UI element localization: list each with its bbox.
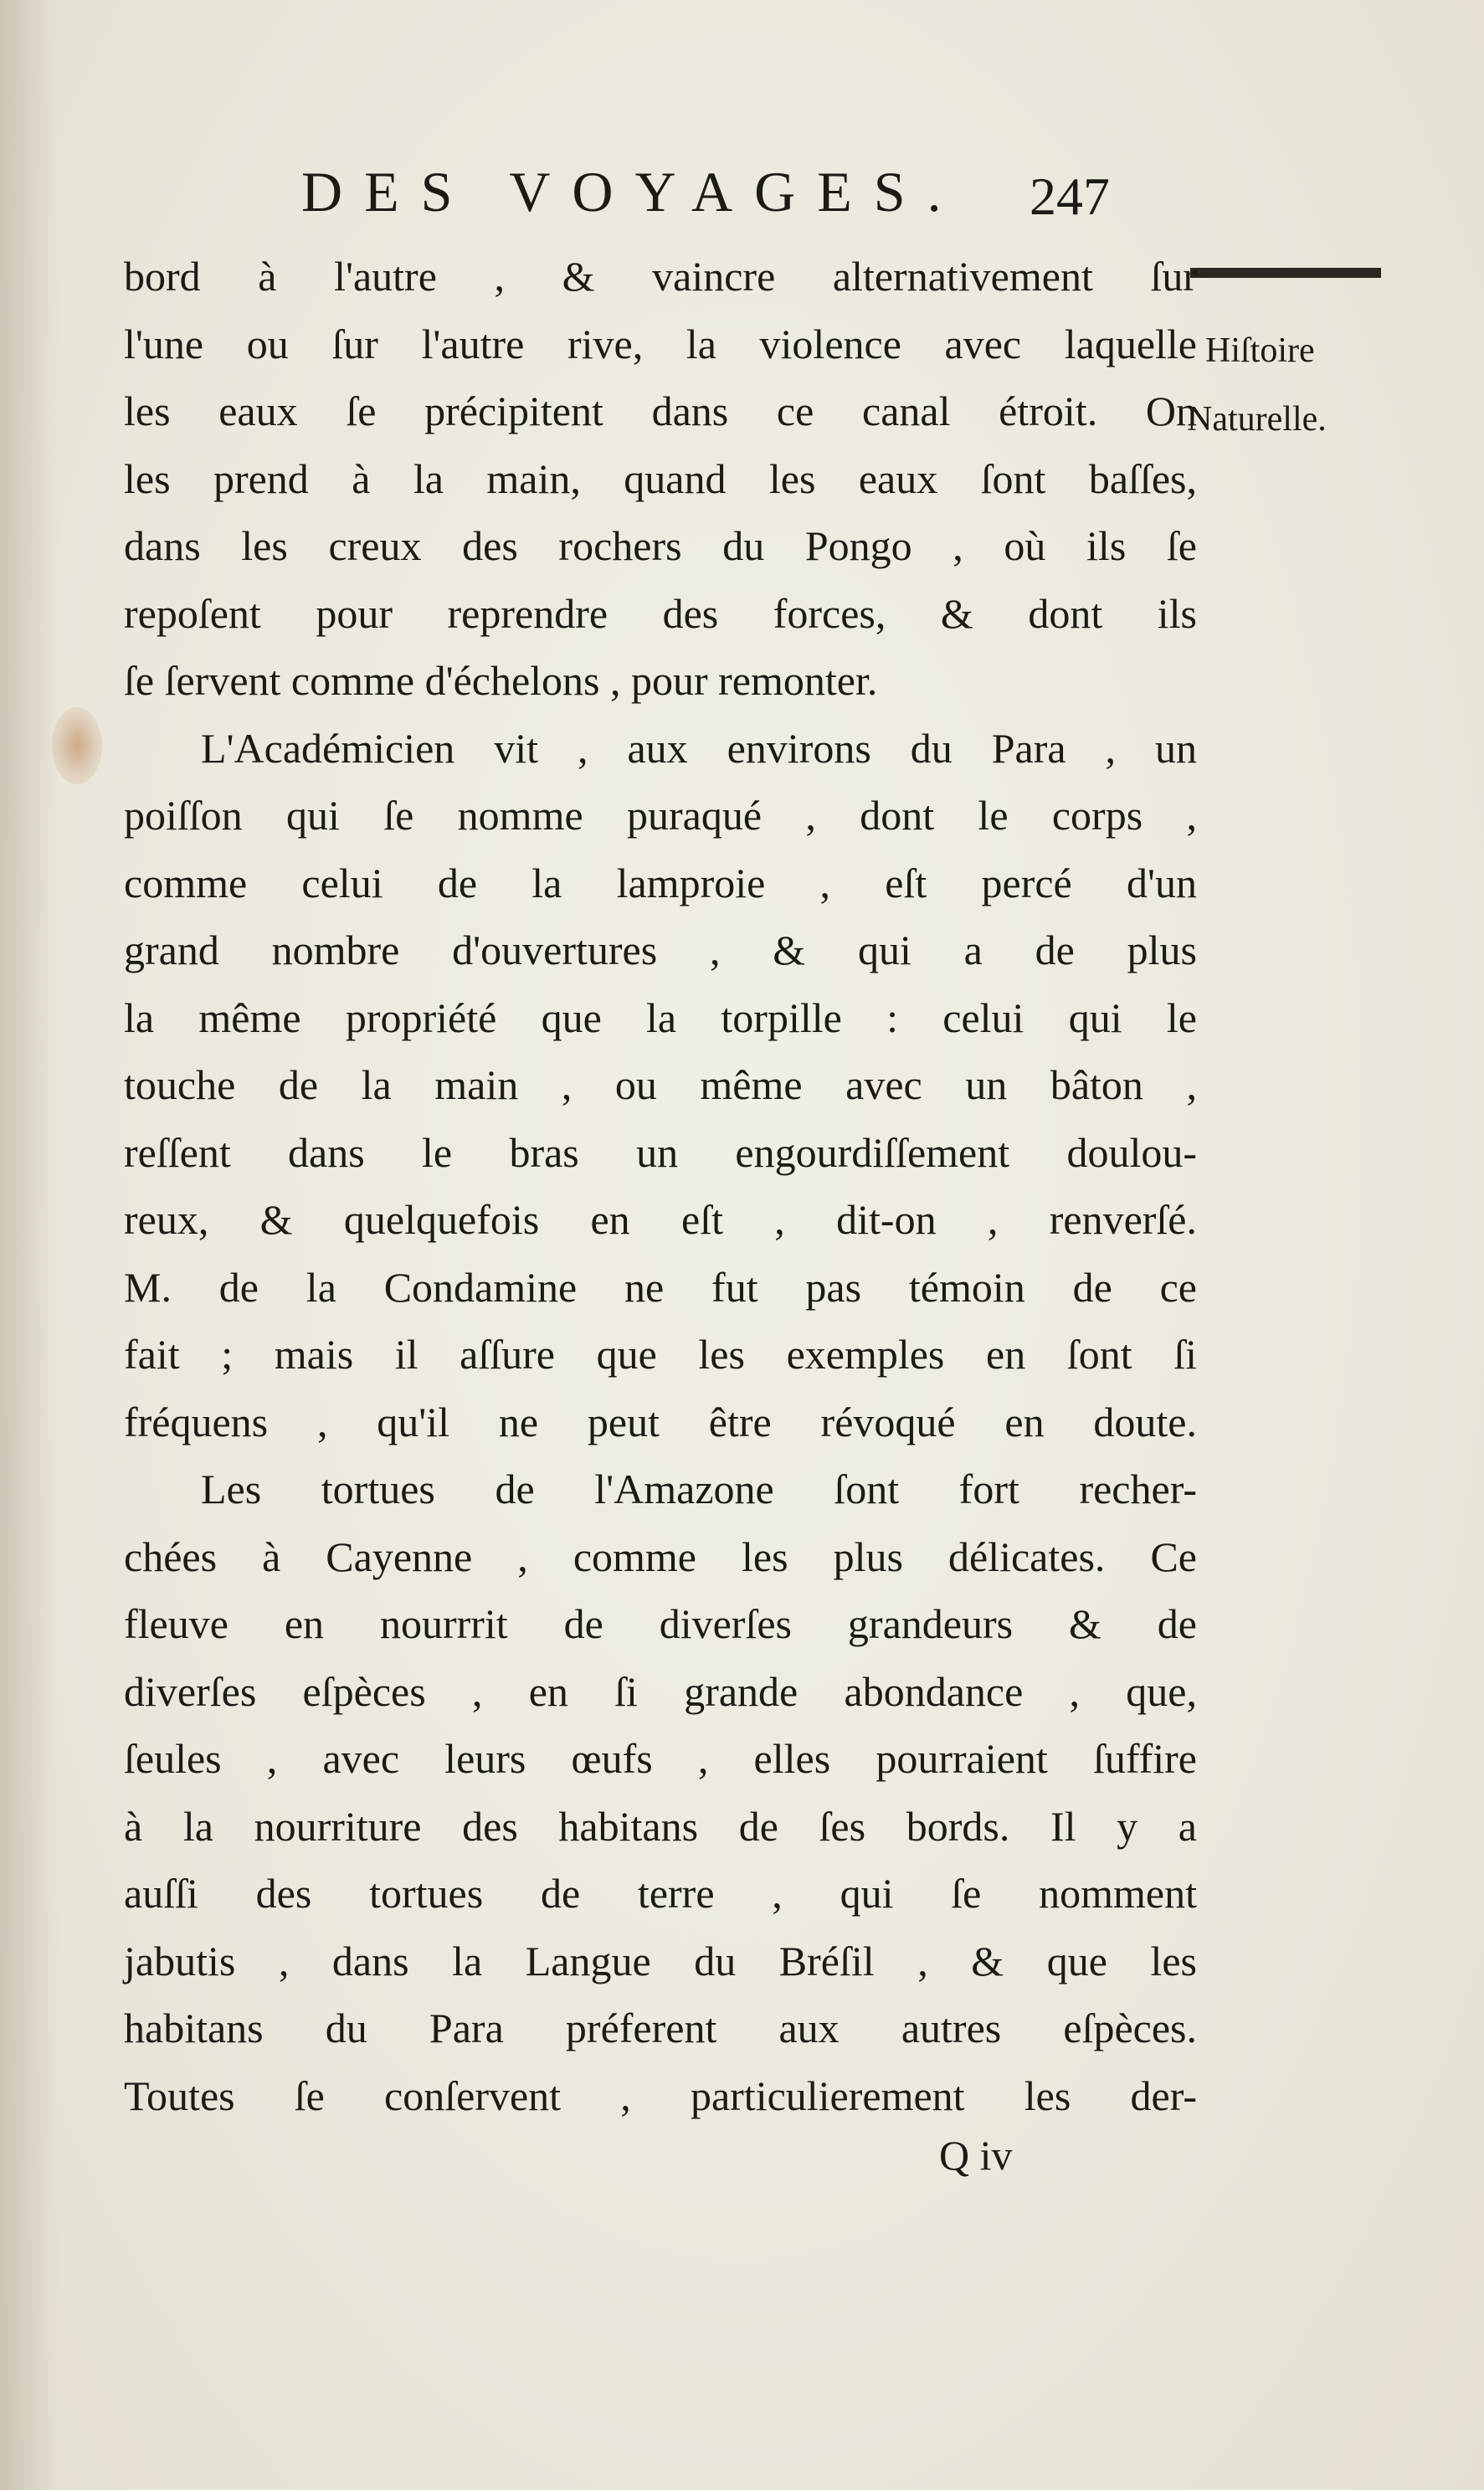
- text-line: Toutes ſe conſervent , particulierement les der-: [124, 2072, 1197, 2119]
- margin-rule: [1190, 268, 1381, 278]
- text-line: grand nombre d'ouvertures , & qui a de plus: [124, 927, 1197, 973]
- text-line: poiſſon qui ſe nomme puraqué , dont le corps ,: [124, 792, 1197, 839]
- text-line: habitans du Para préferent aux autres eſpèces.: [124, 2005, 1197, 2051]
- margin-note: [1187, 316, 1327, 454]
- margin-note-line-2: Naturelle.: [1187, 400, 1327, 439]
- text-line: chées à Cayenne , comme les plus délicates. Ce: [124, 1533, 1197, 1580]
- text-line: comme celui de la lamproie , eſt percé d'un: [124, 859, 1197, 906]
- text-line: ſe ſervent comme d'échelons , pour remonter.: [124, 657, 878, 704]
- binding-shadow: [0, 0, 59, 2490]
- text-line: fréquens , qu'il ne peut être révoqué en doute.: [124, 1398, 1197, 1445]
- paper-stain: [52, 707, 102, 784]
- text-line: la même propriété que la torpille : celui qui le: [124, 993, 1197, 1041]
- text-line: bord à l'autre , & vaincre alternativement ſur: [124, 253, 1197, 300]
- signature-mark: Q iv: [939, 2132, 1013, 2179]
- body-text: [124, 243, 1197, 2129]
- text-line: à la nourriture des habitans de ſes bords. Il y a: [124, 1802, 1197, 1850]
- page-number: 247: [1030, 167, 1110, 226]
- text-line: les prend à la main, quand les eaux ſont baſſes,: [124, 454, 1197, 502]
- text-line: les eaux ſe précipitent dans ce canal étroit. On: [124, 388, 1197, 434]
- text-line: touche de la main , ou même avec un bâton ,: [124, 1061, 1197, 1108]
- text-line: L'Académicien vit , aux environs du Para , un: [201, 724, 1197, 772]
- text-line: auſſi des tortues de terre , qui ſe nomment: [124, 1870, 1197, 1917]
- text-line: repoſent pour reprendre des forces, & dont ils: [124, 589, 1197, 637]
- text-line: reux, & quelquefois en eſt , dit-on , renverſé.: [124, 1196, 1197, 1243]
- text-line: jabutis , dans la Langue du Bréſil , & que les: [124, 1937, 1197, 1984]
- running-title: DES VOYAGES.: [301, 160, 963, 223]
- text-line: fleuve en nourrrit de diverſes grandeurs & de: [124, 1600, 1197, 1647]
- text-line: diverſes eſpèces , en ſi grande abondance , que,: [124, 1667, 1197, 1715]
- text-line: M. de la Condamine ne fut pas témoin de ce: [124, 1263, 1197, 1311]
- text-line: fait ; mais il aſſure que les exemples en ſont ſi: [124, 1331, 1197, 1378]
- text-line: reſſent dans le bras un engourdiſſement doulou-: [124, 1128, 1197, 1176]
- text-line: l'une ou ſur l'autre rive, la violence avec laquelle: [124, 320, 1197, 367]
- margin-note-line-1: Hiſtoire: [1205, 331, 1315, 370]
- text-line: ſeules , avec leurs œufs , elles pourraient ſuffire: [124, 1735, 1197, 1782]
- text-line: dans les creux des rochers du Pongo , où ils ſe: [124, 522, 1197, 569]
- text-line: Les tortues de l'Amazone ſont fort recher-: [201, 1466, 1197, 1512]
